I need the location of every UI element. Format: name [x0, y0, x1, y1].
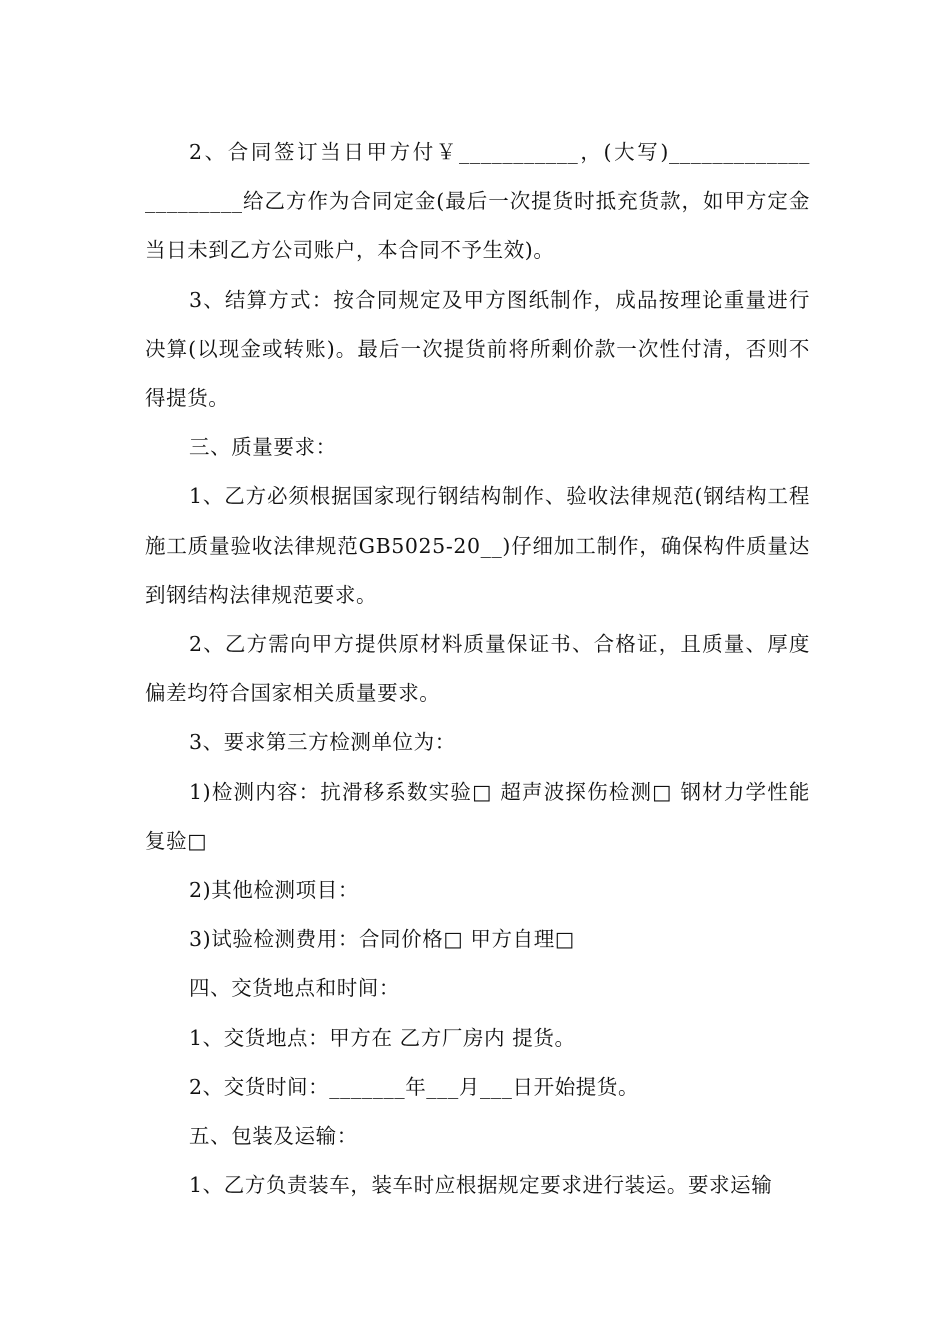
- paragraph-settlement: 3、结算方式：按合同规定及甲方图纸制作，成品按理论重量进行决算(以现金或转账)。最后一次提货前将所剩价款一次性付清，否则不得提货。: [145, 287, 810, 411]
- paragraph-material-certificates: 2、乙方需向甲方提供原材料质量保证书、合格证，且质量、厚度偏差均符合国家相关质量要求。: [145, 632, 810, 706]
- paragraph-inspection-fee: 3)试验检测费用：合同价格□ 甲方自理□: [189, 927, 575, 952]
- paragraph-loading: 1、乙方负责装车，装车时应根据规定要求进行装运。要求运输: [189, 1173, 773, 1198]
- paragraph-deposit: 2、合同签订当日甲方付￥___________，(大写)_____________ _________给乙方作为合同定金(最后一次提货时抵充货款，如甲方定金当日未到乙方公司账户，本合同不予生效)。: [145, 140, 810, 263]
- document-page: [145, 128, 810, 1210]
- paragraph-delivery-location: 1、交货地点：甲方在 乙方厂房内 提货。: [189, 1025, 576, 1050]
- heading-quality-requirements: 三、质量要求：: [189, 435, 337, 460]
- paragraph-other-inspection: 2)其他检测项目：: [189, 878, 359, 903]
- paragraph-quality-standard: 1、乙方必须根据国家现行钢结构制作、验收法律规范(钢结构工程施工质量验收法律规范GB5025-20__)仔细加工制作，确保构件质量达到钢结构法律规范要求。: [145, 484, 810, 607]
- paragraph-delivery-time: 2、交货时间：_______年___月___日开始提货。: [189, 1074, 640, 1099]
- paragraph-inspection-content: 1)检测内容：抗滑移系数实验□ 超声波探伤检测□ 钢材力学性能复验□: [145, 779, 810, 853]
- heading-packaging-transport: 五、包装及运输：: [189, 1124, 358, 1149]
- heading-delivery: 四、交货地点和时间：: [189, 976, 400, 1001]
- paragraph-third-party-inspection: 3、要求第三方检测单位为：: [189, 730, 456, 755]
